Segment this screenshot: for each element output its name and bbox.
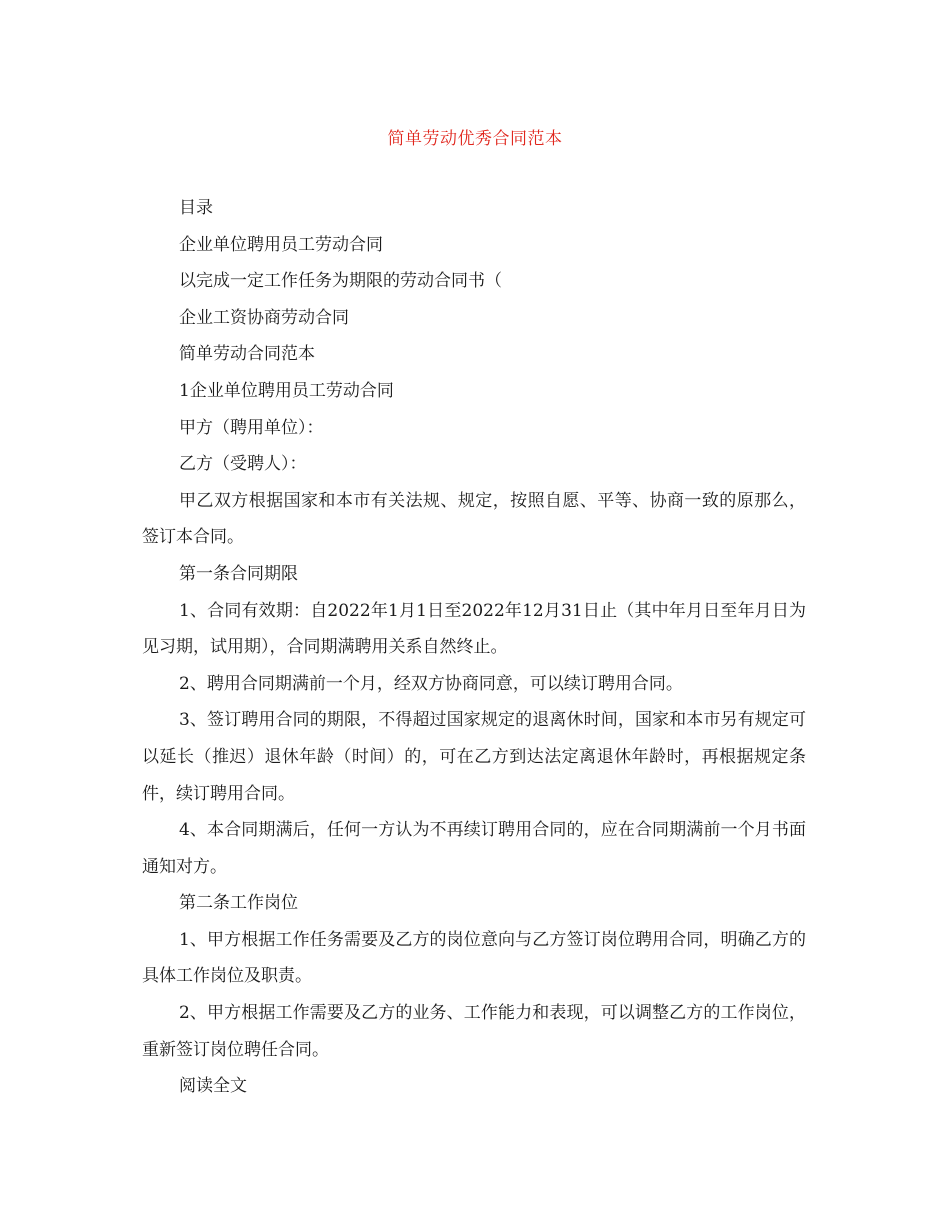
read-more-link[interactable]: 阅读全文 (179, 1076, 247, 1097)
paragraph-body: 1、甲方根据工作任务需要及乙方的岗位意向与乙方签订岗位聘用合同，明确乙方的具体工作岗位及职责。 (142, 929, 806, 987)
paragraph-article-heading: 第二条工作岗位 (179, 893, 298, 914)
paragraph-section-heading: 1企业单位聘用员工劳动合同 (179, 380, 394, 401)
paragraph-article-heading: 第一条合同期限 (179, 563, 298, 584)
document-body (142, 190, 806, 1105)
paragraph-body: 3、签订聘用合同的期限，不得超过国家规定的退离休时间，国家和本市另有规定可以延长（推迟）退休年龄（时间）的，可在乙方到达法定离退休年龄时，再根据规定条件，续订聘用合同。 (142, 710, 806, 804)
paragraph-body: 2、聘用合同期满前一个月，经双方协商同意，可以续订聘用合同。 (179, 673, 683, 694)
paragraph-toc-item: 以完成一定工作任务为期限的劳动合同书（ (179, 271, 502, 292)
paragraph-toc-item: 企业工资协商劳动合同 (179, 307, 349, 328)
paragraph-party-a: 甲方（聘用单位）： (179, 417, 324, 438)
paragraph-party-b: 乙方（受聘人）： (179, 454, 307, 475)
paragraph-toc-item: 企业单位聘用员工劳动合同 (179, 234, 383, 255)
paragraph-toc-item: 简单劳动合同范本 (179, 344, 315, 365)
paragraph-toc-heading: 目录 (179, 198, 213, 218)
paragraph-body: 2、甲方根据工作需要及乙方的业务、工作能力和表现，可以调整乙方的工作岗位，重新签订岗位聘任合同。 (142, 1003, 806, 1060)
document-title: 简单劳动优秀合同范本 (387, 129, 563, 149)
paragraph-body: 4、本合同期满后，任何一方认为不再续订聘用合同的，应在合同期满前一个月书面通知对方。 (142, 820, 806, 877)
paragraph-body: 甲乙双方根据国家和本市有关法规、规定，按照自愿、平等、协商一致的原那么，签订本合同。 (142, 490, 806, 548)
paragraph-body: 1、合同有效期：自2022年1月1日至2022年12月31日止（其中年月日至年月日为见习期，试用期），合同期满聘用关系自然终止。 (142, 600, 806, 658)
